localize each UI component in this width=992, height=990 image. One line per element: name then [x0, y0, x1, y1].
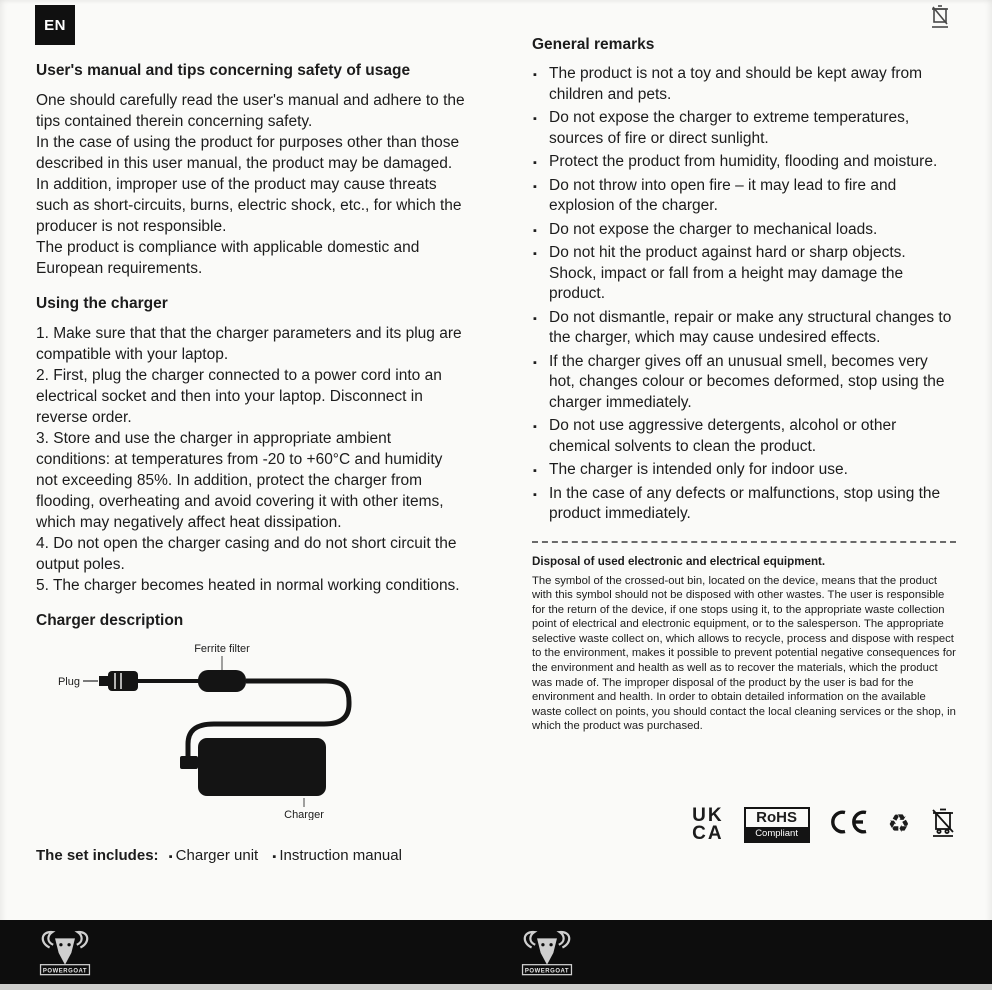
disposal-section: [532, 555, 956, 735]
disposal-body: The symbol of the crossed-out bin, located on the device, means that the product with this symbol should not be disposed with other wastes. The user is responsible for the return of the device, if one stops using it, to the appropriate waste collection point of electrical and electronic equipment, or to the salesperson. The appropriate selective waste collect on, which allows to recycle, process and dispose with respect to the environment, makes it possible to prevent potential negative consequences for the environment and health as well as to recover the materials, which the product was made of. The improper disposal of the product by the user is bad for the environment and health. In order to obtain detailed information on the available waste collect on points, you should contact the local cleaning services or the shop, in which the product was purchased.: [532, 574, 956, 733]
left-column: [36, 62, 468, 864]
powergoat-logo: [518, 927, 576, 982]
remark-item: ▪ Do not expose the charger to extreme temperatures, sources of fire or direct sunlight.: [532, 108, 956, 149]
footer-bar: [0, 920, 992, 984]
general-remarks-title: General remarks: [532, 36, 655, 53]
disposal-title: Disposal of used electronic and electrical equipment.: [532, 554, 826, 568]
ukca-top: UK: [692, 804, 724, 826]
recycle-icon: ♻: [887, 810, 910, 839]
remark-item: ▪ In the case of any defects or malfunctions, stop using the product immediately.: [532, 484, 956, 525]
using-charger-title: Using the charger: [36, 295, 168, 312]
language-badge: EN: [35, 5, 75, 45]
set-includes-line: [36, 847, 468, 864]
powergoat-wordmark: POWERGOAT: [524, 968, 570, 975]
scan-edge-strip: [0, 984, 992, 990]
charger-description-title: Charger description: [36, 612, 184, 629]
ce-icon: [830, 809, 868, 840]
rohs-compliant-label: Compliant: [746, 827, 808, 841]
charger-step: 5. The charger becomes heated in normal working conditions.: [36, 577, 460, 594]
charger-step: 3. Store and use the charger in appropriate ambient conditions: at temperatures from -20 to +60°C and humidity not exceeding 85%. In addition, protect the charger from flooding, overheating and avoid covering it with other items, which may negatively affect heat dissipation.: [36, 430, 444, 531]
remark-item: ▪ Do not use aggressive detergents, alcohol or other chemical solvents to clean the product.: [532, 416, 956, 457]
usage-section-title: User's manual and tips concerning safety of usage: [36, 62, 411, 79]
remark-item: ▪ Do not dismantle, repair or make any structural changes to the charger, which may cause undesired effects.: [532, 308, 956, 349]
usage-paragraph: The product is compliance with applicable domestic and European requirements.: [36, 239, 420, 277]
rohs-mark: [744, 807, 810, 843]
remark-item: ▪ Do not throw into open fire – it may lead to fire and explosion of the charger.: [532, 176, 956, 217]
remark-item: ▪ Do not hit the product against hard or sharp objects. Shock, impact or fall from a height may damage the product.: [532, 243, 956, 305]
ferrite-filter-label: Ferrite filter: [194, 643, 250, 655]
charger-step: 2. First, plug the charger connected to a power cord into an electrical socket and then into your laptop. Disconnect in reverse order.: [36, 367, 442, 426]
set-includes-item: ▪ Instruction manual: [272, 847, 402, 864]
ukca-bottom: CA: [692, 822, 724, 844]
powergoat-wordmark: POWERGOAT: [42, 968, 88, 975]
charger-diagram: [42, 640, 468, 825]
charger-step: 1. Make sure that that the charger parameters and its plug are compatible with your laptop.: [36, 325, 462, 363]
using-charger-steps: [36, 323, 468, 596]
charger-connector: [180, 756, 198, 769]
right-column: [532, 36, 956, 843]
usage-paragraphs: [36, 90, 468, 279]
powergoat-logo: [36, 927, 94, 982]
rohs-label: RoHS: [756, 808, 797, 826]
general-remarks-list: [532, 64, 956, 525]
remark-item: ▪ Do not expose the charger to mechanical loads.: [532, 220, 956, 241]
plug-label: Plug: [57, 676, 80, 688]
set-includes-item: ▪ Charger unit: [169, 847, 259, 864]
ferrite-filter-shape: [198, 670, 246, 692]
remark-item: ▪ The charger is intended only for indoor use.: [532, 460, 956, 481]
crossed-bin-corner-icon: [930, 4, 950, 35]
charger-body: [198, 738, 326, 796]
remark-item: ▪ The product is not a toy and should be kept away from children and pets.: [532, 64, 956, 105]
usage-paragraph: In the case of using the product for purposes other than those described in this user manual, the product may be damaged. In addition, improper use of the product may cause threats such as short-circuits, burns, electric shock, etc., for which the producer is not responsible.: [36, 134, 462, 235]
charger-step: 4. Do not open the charger casing and do not short circuit the output poles.: [36, 535, 457, 573]
charger-label: Charger: [284, 809, 324, 820]
ukca-mark: [692, 804, 724, 844]
set-includes-label: The set includes:: [36, 847, 159, 864]
plug-shape: [99, 671, 138, 691]
remark-item: ▪ If the charger gives off an unusual smell, becomes very hot, changes colour or becomes deformed, stop using the charger immediately.: [532, 352, 956, 414]
dashed-divider: [532, 541, 956, 543]
usage-paragraph: One should carefully read the user's manual and adhere to the tips contained therein concerning safety.: [36, 92, 465, 130]
remark-item: ▪ Protect the product from humidity, flooding and moisture.: [532, 152, 956, 173]
crossed-bin-icon: [930, 806, 956, 843]
compliance-marks: [532, 806, 956, 843]
